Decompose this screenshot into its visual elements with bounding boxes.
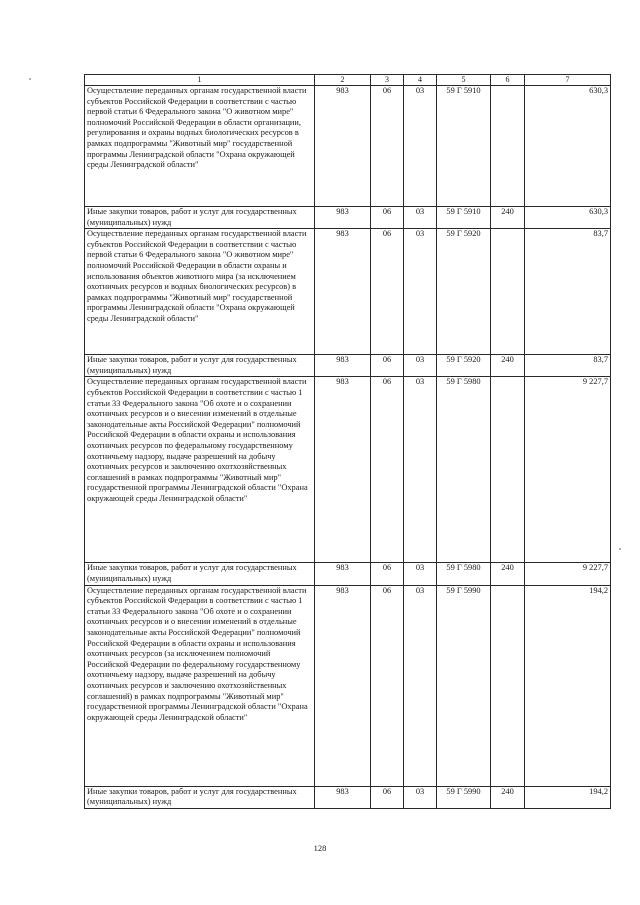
row-expense-type: 240 [491, 355, 525, 377]
row-section: 06 [371, 563, 404, 585]
table-row [85, 786, 611, 808]
row-description: Иные закупки товаров, работ и услуг для государственных (муниципальных) нужд [85, 207, 315, 229]
row-subsection: 03 [404, 377, 437, 563]
row-amount: 630,3 [525, 86, 611, 207]
table-row [85, 355, 611, 377]
row-target-article: 59 Г 5920 [437, 229, 491, 355]
header-row [85, 75, 611, 86]
row-section: 06 [371, 786, 404, 808]
column-header-4: 4 [404, 75, 437, 86]
column-header-1: 1 [85, 75, 315, 86]
row-subsection: 03 [404, 786, 437, 808]
table-row [85, 563, 611, 585]
table-row [85, 86, 611, 207]
row-target-article: 59 Г 5980 [437, 377, 491, 563]
row-section: 06 [371, 355, 404, 377]
row-section: 06 [371, 229, 404, 355]
row-admin-code: 983 [315, 563, 371, 585]
row-amount: 630,3 [525, 207, 611, 229]
row-subsection: 03 [404, 563, 437, 585]
row-expense-type [491, 585, 525, 786]
row-amount: 194,2 [525, 786, 611, 808]
table-row [85, 377, 611, 563]
row-description: Осуществление переданных органам государственной власти субъектов Российской Федерации в соответствии с частью 1 статьи 33 Федерального закона "Об охоте и о сохранении охотничьих ресурсов и о внесении изменений в отдельные законодательные акты Российской Федерации" полномочий Российской Федерации в области охраны и использования охотничьих ресурсов (за исключением полномочий Российской Федерации по федеральному государственному охотничьему надзору, выдаче разрешений на добычу охотничьих ресурсов и заключению охотхозяйственных соглашений) в рамках подпрограммы "Животный мир" государственной программы Ленинградской области "Охрана окружающей среды Ленинградской области" [85, 585, 315, 786]
row-target-article: 59 Г 5910 [437, 86, 491, 207]
row-admin-code: 983 [315, 229, 371, 355]
row-admin-code: 983 [315, 207, 371, 229]
row-section: 06 [371, 585, 404, 786]
column-header-7: 7 [525, 75, 611, 86]
row-subsection: 03 [404, 229, 437, 355]
row-admin-code: 983 [315, 86, 371, 207]
budget-table [84, 74, 611, 809]
row-target-article: 59 Г 5980 [437, 563, 491, 585]
row-expense-type [491, 229, 525, 355]
row-expense-type [491, 377, 525, 563]
row-admin-code: 983 [315, 377, 371, 563]
row-description: Осуществление переданных органам государственной власти субъектов Российской Федерации в соответствии с частью первой статьи 6 Федерального закона "О животном мире" полномочий Российской Федерации в области охраны и использования объектов животного мира (за исключением охотничьих ресурсов и водных биологических ресурсов) в рамках подпрограммы "Животный мир" государственной программы Ленинградской области "Охрана окружающей среды Ленинградской области" [85, 229, 315, 355]
row-target-article: 59 Г 5990 [437, 786, 491, 808]
row-section: 06 [371, 377, 404, 563]
table-row [85, 585, 611, 786]
table-row [85, 207, 611, 229]
row-amount: 9 227,7 [525, 563, 611, 585]
column-header-2: 2 [315, 75, 371, 86]
column-header-6: 6 [491, 75, 525, 86]
row-description: Осуществление переданных органам государственной власти субъектов Российской Федерации в соответствии с частью 1 статьи 33 Федерального закона "Об охоте и о сохранении охотничьих ресурсов и о внесении изменений в отдельные законодательные акты Российской Федерации" полномочий Российской Федерации в области охраны и использования охотничьих ресурсов по федеральному государственному охотничьему надзору, выдаче разрешений на добычу охотничьих ресурсов и заключению охотхозяйственных соглашений в рамках подпрограммы "Животный мир" государственной программы Ленинградской области "Охрана окружающей среды Ленинградской области" [85, 377, 315, 563]
row-subsection: 03 [404, 207, 437, 229]
row-admin-code: 983 [315, 355, 371, 377]
row-subsection: 03 [404, 86, 437, 207]
row-admin-code: 983 [315, 786, 371, 808]
row-subsection: 03 [404, 585, 437, 786]
row-section: 06 [371, 86, 404, 207]
row-target-article: 59 Г 5990 [437, 585, 491, 786]
row-expense-type: 240 [491, 786, 525, 808]
row-expense-type [491, 86, 525, 207]
row-subsection: 03 [404, 355, 437, 377]
row-target-article: 59 Г 5910 [437, 207, 491, 229]
row-amount: 194,2 [525, 585, 611, 786]
row-section: 06 [371, 207, 404, 229]
scan-speck [619, 548, 621, 550]
row-expense-type: 240 [491, 207, 525, 229]
scan-speck [29, 78, 31, 80]
row-amount: 83,7 [525, 229, 611, 355]
row-description: Иные закупки товаров, работ и услуг для государственных (муниципальных) нужд [85, 355, 315, 377]
row-description: Иные закупки товаров, работ и услуг для государственных (муниципальных) нужд [85, 563, 315, 585]
page-number: 128 [313, 843, 327, 853]
row-target-article: 59 Г 5920 [437, 355, 491, 377]
row-amount: 9 227,7 [525, 377, 611, 563]
row-admin-code: 983 [315, 585, 371, 786]
column-header-3: 3 [371, 75, 404, 86]
row-amount: 83,7 [525, 355, 611, 377]
row-description: Осуществление переданных органам государственной власти субъектов Российской Федерации в соответствии с частью первой статьи 6 Федерального закона "О животном мире" полномочий Российской Федерации в области организации, регулирования и охраны водных биологических ресурсов в рамках подпрограммы "Животный мир" государственной программы Ленинградской области "Охрана окружающей среды Ленинградской области" [85, 86, 315, 207]
table-row [85, 229, 611, 355]
row-description: Иные закупки товаров, работ и услуг для государственных (муниципальных) нужд [85, 786, 315, 808]
column-header-5: 5 [437, 75, 491, 86]
row-expense-type: 240 [491, 563, 525, 585]
